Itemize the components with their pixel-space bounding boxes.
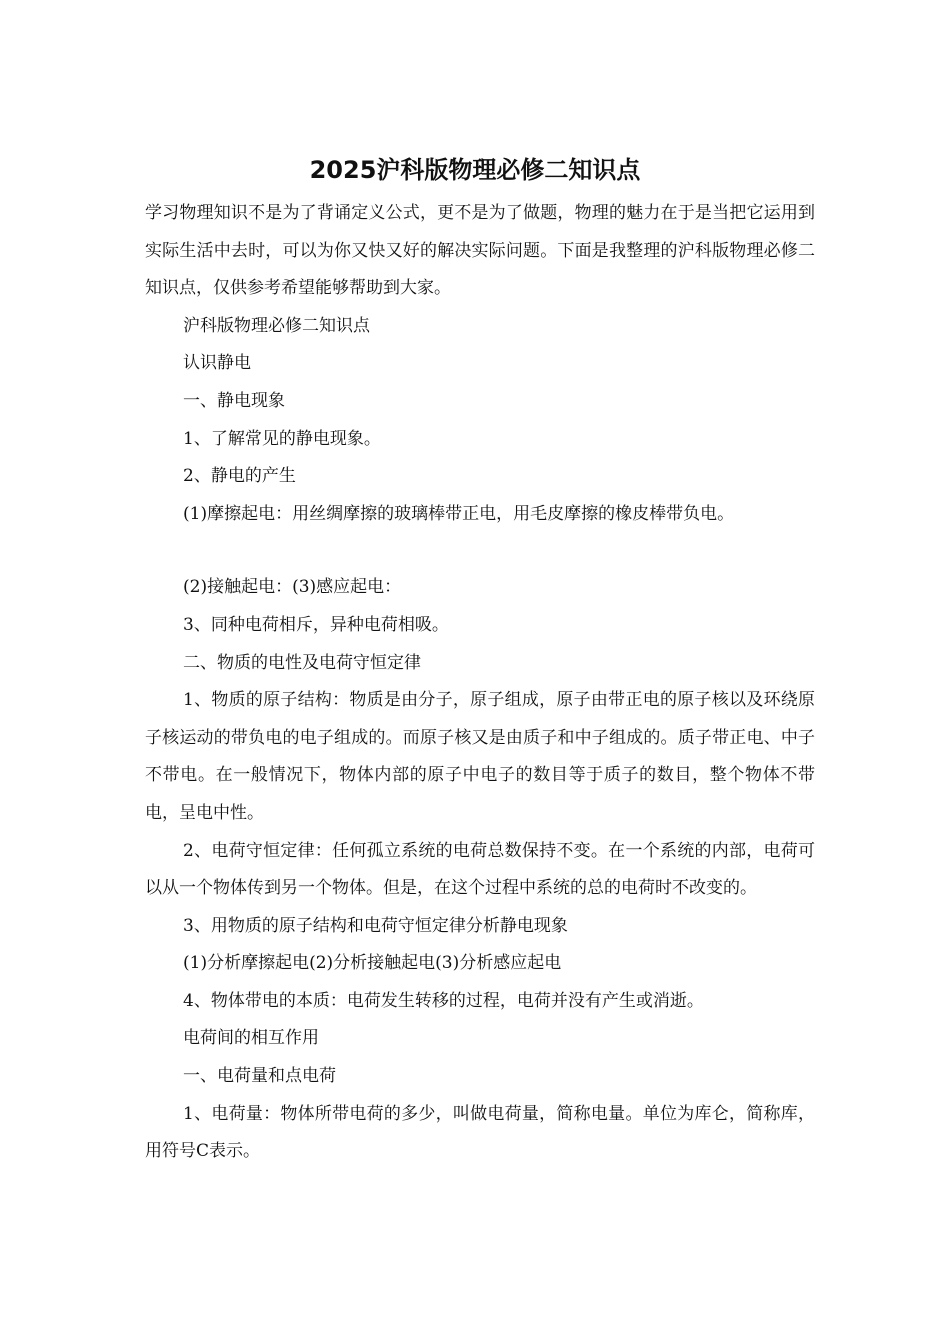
paragraph: 3、同种电荷相斥，异种电荷相吸。 bbox=[183, 614, 449, 635]
paragraph: 学习物理知识不是为了背诵定义公式，更不是为了做题，物理的魅力在于是当把它运用到实际生活中去时，可以为你又快又好的解决实际问题。下面是我整理的沪科版物理必修二知识点，仅供参考希望能够帮助到大家。 bbox=[145, 203, 815, 299]
paragraph: 4、物体带电的本质：电荷发生转移的过程，电荷并没有产生或消逝。 bbox=[183, 990, 704, 1011]
document-body bbox=[145, 195, 815, 1171]
paragraph: 2、电荷守恒定律：任何孤立系统的电荷总数保持不变。在一个系统的内部，电荷可以从一个物体传到另一个物体。但是，在这个过程中系统的总的电荷时不改变的。 bbox=[145, 840, 815, 899]
paragraph: 二、物质的电性及电荷守恒定律 bbox=[183, 652, 421, 673]
paragraph: 认识静电 bbox=[183, 353, 251, 374]
document-title: 2025沪科版物理必修二知识点 bbox=[309, 156, 641, 184]
paragraph: 一、静电现象 bbox=[183, 390, 285, 411]
paragraph: (1)分析摩擦起电(2)分析接触起电(3)分析感应起电 bbox=[183, 953, 562, 974]
paragraph: 电荷间的相互作用 bbox=[183, 1028, 319, 1049]
paragraph: 沪科版物理必修二知识点 bbox=[183, 315, 370, 336]
paragraph: (2)接触起电：(3)感应起电： bbox=[183, 577, 402, 598]
paragraph: 1、物质的原子结构：物质是由分子，原子组成，原子由带正电的原子核以及环绕原子核运动的带负电的电子组成的。而原子核又是由质子和中子组成的。质子带正电、中子不带电。在一般情况下，物体内部的原子中电子的数目等于质子的数目，整个物体不带电，呈电中性。 bbox=[145, 690, 815, 823]
paragraph: 1、电荷量：物体所带电荷的多少，叫做电荷量，简称电量。单位为库仑，简称库，用符号C表示。 bbox=[145, 1103, 815, 1162]
paragraph: (1)摩擦起电：用丝绸摩擦的玻璃棒带正电，用毛皮摩擦的橡皮棒带负电。 bbox=[183, 503, 735, 524]
paragraph: 3、用物质的原子结构和电荷守恒定律分析静电现象 bbox=[183, 915, 568, 936]
paragraph: 一、电荷量和点电荷 bbox=[183, 1066, 336, 1087]
paragraph: 2、静电的产生 bbox=[183, 466, 296, 487]
paragraph: 1、了解常见的静电现象。 bbox=[183, 428, 381, 449]
